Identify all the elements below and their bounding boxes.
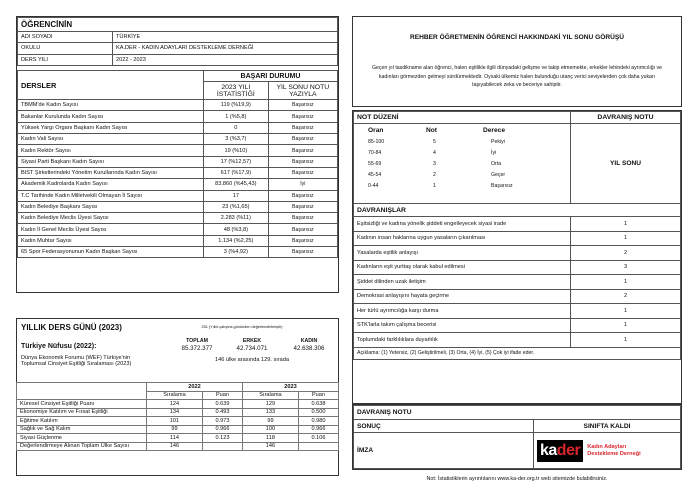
behavior-name: Her türlü ayrımcılığa karşı durma: [354, 304, 571, 319]
student-name-label: ADI SOYADI: [18, 32, 113, 43]
grade-note: Başarısız: [268, 100, 337, 111]
wef-rank-2022: 114: [147, 434, 203, 443]
result-label: SONUÇ: [354, 420, 534, 433]
wef-score-2023: 0.106: [298, 434, 338, 443]
student-report-panel: [16, 16, 339, 293]
behavior-legend: Açıklama: (1) Yetersiz, (2) Geliştirilmeli, (3) Orta, (4) İyi, (5) Çok iyi ifade eder.: [354, 347, 681, 359]
year-2022-header: 2022: [147, 383, 243, 392]
wef-score-2022: 0.493: [202, 408, 242, 417]
behavior-row: [354, 333, 681, 348]
wef-metric: Eğitime Katılım: [17, 417, 147, 426]
behavior-name: Kadının insan haklarına uygun yasaların çıkarılması: [354, 231, 571, 246]
student-year-label: DERS YILI: [18, 54, 113, 65]
teacher-opinion-title: REHBER ÖĞRETMENİN ÖĞRENCİ HAKKINDAKİ YIL SONU GÖRÜŞÜ: [409, 34, 625, 41]
grade-stat: 48 (%3,8): [204, 224, 269, 235]
grade-name: BIST Şirketlerindeki Yönetim Kurullarında Kadın Sayısı: [18, 167, 204, 178]
wef-rank-2023: 100: [242, 425, 298, 434]
not-header: Not: [426, 127, 437, 134]
grade-note: Başarısız: [268, 201, 337, 212]
scale-grade: 1: [433, 183, 436, 189]
result-value: SINIFTA KALDI: [534, 420, 681, 433]
grade-stat: 23 (%1,65): [204, 201, 269, 212]
scale-degree: Başarısız: [491, 183, 513, 189]
male-label: ERKEK: [242, 338, 262, 344]
grade-stat: 0: [204, 122, 269, 133]
scale-degree: Orta: [491, 161, 502, 167]
wef-rank-2022: 146: [147, 442, 203, 451]
grade-stat: 617 (%17,9): [204, 167, 269, 178]
behavior-score: 1: [571, 333, 681, 348]
grade-note: Başarısız: [268, 134, 337, 145]
scale-row: [368, 181, 556, 192]
grade-name: Kadın Belediye Başkanı Sayısı: [18, 201, 204, 212]
wef-score-2022: 0.639: [202, 400, 242, 409]
logo-mark-ka: ka: [540, 441, 557, 459]
behavior-row: [354, 246, 681, 261]
scale-degree: Pekiyi: [491, 139, 505, 145]
scale-row: [368, 170, 556, 181]
result-panel: [352, 404, 682, 470]
scale-range: 70-84: [368, 150, 382, 156]
stat-column-header: 2023 YILI İSTATİSTİĞİ: [204, 82, 269, 100]
grade-row: [18, 111, 338, 122]
student-name-value: TÜRKİYE: [113, 32, 338, 43]
grade-name: Akademik Kadrolarda Kadın Sayısı: [18, 179, 204, 190]
scale-range: 85-100: [368, 139, 385, 145]
female-value: 42.638.306: [293, 345, 325, 352]
wef-rank-2023: 129: [242, 400, 298, 409]
grade-name: T.C Tarihinde Kadın Milletvekili Olmayan İl Sayısı: [18, 190, 204, 201]
wef-rank-2023: 146: [242, 442, 298, 451]
wef-rank-2023: 118: [242, 434, 298, 443]
scale-row: [368, 159, 556, 170]
wef-score-2023: 0.500: [298, 408, 338, 417]
scale-grade: 3: [433, 161, 436, 167]
grade-stat: 3 (%4,92): [204, 247, 269, 258]
grade-row: [18, 224, 338, 235]
logo-line1: Kadın Adayları: [587, 443, 627, 450]
grade-note: Başarısız: [268, 224, 337, 235]
female-label: KADIN: [300, 338, 318, 344]
grade-name: Siyasi Parti Başkanı Kadın Sayısı: [18, 156, 204, 167]
behavior-row: [354, 289, 681, 304]
wef-score-2023: 0.980: [298, 417, 338, 426]
wef-score-2022: 0.973: [202, 417, 242, 426]
result-table: [353, 405, 681, 469]
grade-note: Başarısız: [268, 145, 337, 156]
wef-rank-2022: 101: [147, 417, 203, 426]
behavior-name: Demokrasi anlayışını hayata geçirme: [354, 289, 571, 304]
grade-stat: 83.860 (%45,43): [204, 179, 269, 190]
teacher-opinion-panel: [352, 16, 682, 107]
wef-row: [17, 434, 339, 443]
grade-stat: 19 (%10): [204, 145, 269, 156]
grade-note: Başarısız: [268, 167, 337, 178]
behavior-grade-label: DAVRANIŞ NOTU: [354, 406, 681, 420]
score-header: Puan: [298, 391, 338, 400]
behavior-row: [354, 231, 681, 246]
grade-row: [18, 167, 338, 178]
davranislar-title: DAVRANIŞLAR: [354, 204, 681, 217]
grade-note: Başarısız: [268, 247, 337, 258]
grade-row: [18, 145, 338, 156]
annual-note: 251 (Yıllık çalışma gününden değerlendirilmiştir): [201, 325, 283, 329]
behavior-score: 1: [571, 275, 681, 290]
total-label: TOPLAM: [186, 338, 208, 344]
wef-row: [17, 425, 339, 434]
grade-name: 65 Spor Federasyonunun Kadın Başkan Sayısı: [18, 247, 204, 258]
behavior-name: STK'larla takım çalışma becerisi: [354, 318, 571, 333]
dersler-header: DERSLER: [18, 70, 204, 99]
student-school-label: OKULU: [18, 43, 113, 54]
grade-name: Kadın Vali Sayısı: [18, 134, 204, 145]
behavior-score: 1: [571, 231, 681, 246]
grade-row: [18, 213, 338, 224]
grade-row: [18, 100, 338, 111]
derece-header: Derece: [483, 127, 505, 134]
grade-name: Yüksek Yargı Organı Başkanı Kadın Sayısı: [18, 122, 204, 133]
logo-mark: [537, 440, 583, 462]
grade-note: Başarısız: [268, 235, 337, 246]
scale-row: [368, 137, 556, 148]
basari-header: BAŞARI DURUMU: [204, 70, 338, 81]
signature-label: İMZA: [354, 433, 534, 469]
teacher-opinion-text: Geçen yıl tasdikname alan öğrenci, halen eşitlikle ilgili dünyadaki gelişme ve takip etmemekte, erkekler lehindeki ayrımcılığı ve kadınları görmezden gelmeyi sürdürmektedir. Oysaki ülkemiz halen bulunduğu utanç verici seviyelerden çok daha yukarı taşıyabilecek zeka ve beceriye sahiptir.: [371, 65, 663, 89]
scale-range: 55-69: [368, 161, 382, 167]
score-header: Puan: [202, 391, 242, 400]
behavior-row: [354, 304, 681, 319]
behavior-row: [354, 318, 681, 333]
kader-logo: [537, 440, 641, 462]
grade-row: [18, 156, 338, 167]
behavior-name: Yasalarda eşitlik anlayışı: [354, 246, 571, 261]
grade-name: Kadın Rektör Sayısı: [18, 145, 204, 156]
logo-line2: Destekleme Derneği: [587, 450, 641, 457]
scale-grade: 2: [433, 172, 436, 178]
wef-metric: Değerlendirmeye Alınan Toplam Ülke Sayısı: [17, 442, 147, 451]
scale-range: 0-44: [368, 183, 379, 189]
year-2023-header: 2023: [242, 383, 338, 392]
logo-mark-der: der: [556, 441, 581, 459]
footnote: Not: İstatistiklerin ayrıntılarını www.ka-der.org.tr web sitemizde bulabilirsiniz.: [426, 476, 608, 482]
grade-row: [18, 235, 338, 246]
grade-note: İyi: [268, 179, 337, 190]
behavior-score: 3: [571, 260, 681, 275]
student-section-title: ÖĞRENCİNİN: [18, 18, 338, 32]
wef-rank-2023: 99: [242, 417, 298, 426]
scale-degree: Geçer: [491, 172, 506, 178]
population-label: Türkiye Nüfusu (2022):: [21, 343, 97, 350]
scale-range: 45-54: [368, 172, 382, 178]
wef-metric: Ekonomiye Katılım ve Fırsat Eşitliği: [17, 408, 147, 417]
grade-note: Başarısız: [268, 213, 337, 224]
wef-rank-2022: 99: [147, 425, 203, 434]
scale-grade: 4: [433, 150, 436, 156]
logo-cell: [534, 433, 681, 469]
wef-row: [17, 408, 339, 417]
behavior-name: Şiddet dilinden uzak iletişim: [354, 275, 571, 290]
grade-name: Kadın Muhtar Sayısı: [18, 235, 204, 246]
wef-score-2022: 0.123: [202, 434, 242, 443]
grade-row: [18, 134, 338, 145]
wef-label: Dünya Ekonomik Forumu (WEF) Türkiye'nin Toplumsal Cinsiyet Eşitliği Sıralaması (2023): [21, 355, 132, 368]
grade-row: [18, 122, 338, 133]
wef-row: [17, 417, 339, 426]
annual-stats-panel: [16, 318, 339, 476]
wef-corner: [17, 383, 147, 400]
annual-title: YILLIK DERS GÜNÜ (2023): [21, 323, 122, 332]
grade-note: Başarısız: [268, 122, 337, 133]
wef-table: [16, 382, 339, 451]
male-value: 42.734.071: [236, 345, 268, 352]
rank-header: Sıralama: [147, 391, 203, 400]
wef-score-2022: [202, 442, 242, 451]
grading-behavior-panel: [352, 110, 682, 404]
grade-name: Bakanlar Kurulunda Kadın Sayısı: [18, 111, 204, 122]
scale-grade: 5: [433, 139, 436, 145]
davranis-notu-header: DAVRANIŞ NOTU: [571, 112, 681, 124]
behavior-name: Kadınların eşit yurttaş olarak kabul edilmesi: [354, 260, 571, 275]
logo-text: [587, 444, 640, 458]
grade-row: [18, 190, 338, 201]
scale-degree: İyi: [491, 150, 497, 156]
student-info-table: [17, 17, 338, 66]
wef-row: [17, 442, 339, 451]
grading-scale-cell: [354, 124, 571, 204]
grade-row: [18, 201, 338, 212]
wef-rank-2022: 134: [147, 408, 203, 417]
behavior-name: Eşitsizliği ve kadına yönelik şiddeti engelleyecek siyasi irade: [354, 217, 571, 232]
behavior-score: 1: [571, 217, 681, 232]
wef-metric: Siyasi Güçlenme: [17, 434, 147, 443]
student-school-value: KA.DER - KADIN ADAYLARI DESTEKLEME DERNEĞİ: [113, 43, 338, 54]
grade-stat: 119 (%19,9): [204, 100, 269, 111]
wef-value: 146 ülke arasında 129. sırada: [214, 357, 289, 363]
wef-rank-2023: 133: [242, 408, 298, 417]
grade-note: Başarısız: [268, 111, 337, 122]
grade-name: Kadın İl Genel Meclis Üyesi Sayısı: [18, 224, 204, 235]
student-year-value: 2022 - 2023: [113, 54, 338, 65]
grade-stat: 17: [204, 190, 269, 201]
grading-scale-table: [353, 111, 681, 360]
wef-score-2023: [298, 442, 338, 451]
grade-stat: 2.283 (%11): [204, 213, 269, 224]
behavior-score: 2: [571, 289, 681, 304]
total-value: 85.372.377: [181, 345, 213, 352]
behavior-row: [354, 217, 681, 232]
oran-header: Oran: [368, 127, 384, 134]
grade-name: Kadın Belediye Meclis Üyesi Sayısı: [18, 213, 204, 224]
wef-score-2023: 0.638: [298, 400, 338, 409]
behavior-score: 2: [571, 246, 681, 261]
wef-score-2022: 0.966: [202, 425, 242, 434]
grade-stat: 3 (%3,7): [204, 134, 269, 145]
wef-metric: Küresel Cinsiyet Eşitliği Puanı: [17, 400, 147, 409]
behavior-row: [354, 275, 681, 290]
scale-row: [368, 148, 556, 159]
not-duzeni-title: NOT DÜZENİ: [354, 112, 571, 124]
behavior-row: [354, 260, 681, 275]
grade-stat: 17 (%12,57): [204, 156, 269, 167]
note-column-header: YIL SONU NOTU YAZIYLA: [268, 82, 337, 100]
wef-rank-2022: 124: [147, 400, 203, 409]
grade-stat: 1 (%5,8): [204, 111, 269, 122]
behavior-score: 1: [571, 304, 681, 319]
grade-row: [18, 179, 338, 190]
grades-table: [17, 70, 338, 258]
yil-sonu-label: YIL SONU: [571, 124, 681, 204]
grade-note: Başarısız: [268, 156, 337, 167]
behavior-score: 1: [571, 318, 681, 333]
behavior-name: Toplumdaki farklılıklara duyarlılık: [354, 333, 571, 348]
grade-name: TBMM'de Kadın Sayısı: [18, 100, 204, 111]
grade-row: [18, 247, 338, 258]
wef-metric: Sağlık ve Sağ Kalım: [17, 425, 147, 434]
wef-score-2023: 0.966: [298, 425, 338, 434]
grade-stat: 1.134 (%2,25): [204, 235, 269, 246]
wef-row: [17, 400, 339, 409]
grade-note: Başarısız: [268, 190, 337, 201]
rank-header: Sıralama: [242, 391, 298, 400]
